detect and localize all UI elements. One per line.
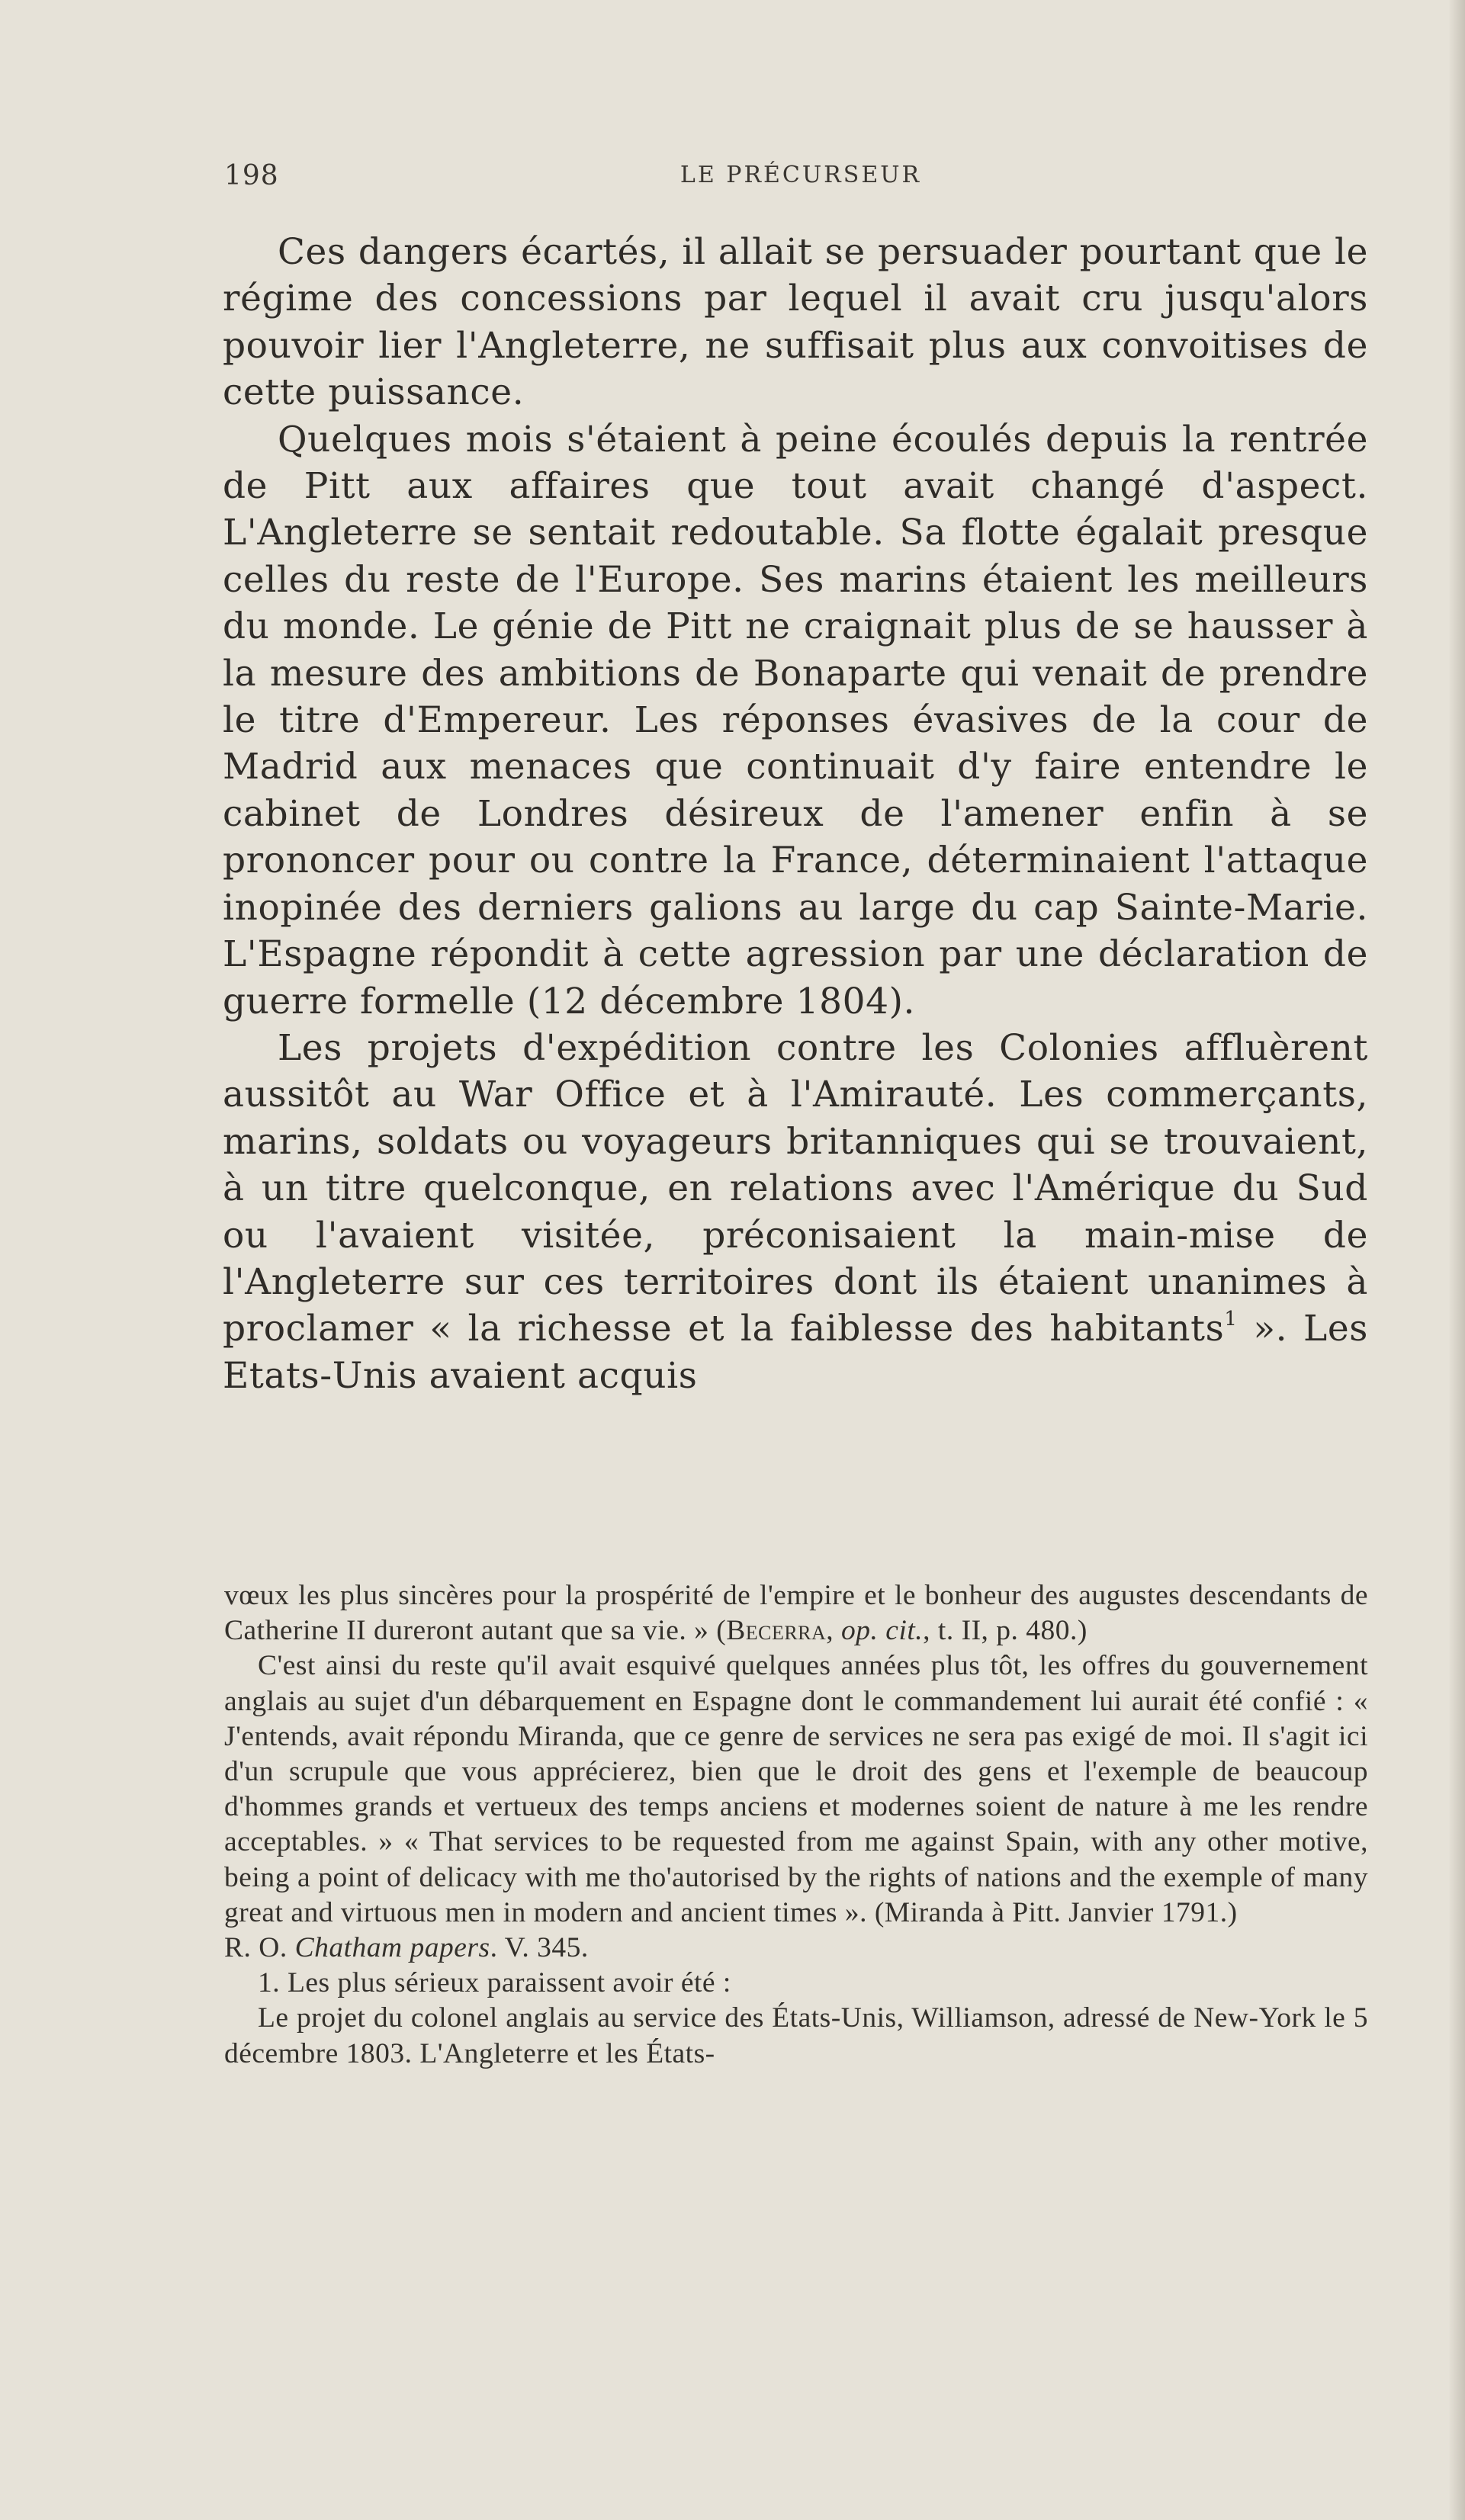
paragraph-3 — [223, 1025, 1368, 1399]
footnote-continuation — [224, 1578, 1368, 1648]
footnote-source — [224, 1931, 1368, 1966]
paragraph-2: Quelques mois s'étaient à peine écoulés depuis la rentrée de Pitt aux affaires que tout avait changé d'aspect. L'Angleterre se sentait redoutable. Sa flotte égalait presque celles du reste de l'Europe. Ses marins étaient les meilleurs du monde. Le génie de Pitt ne craignait plus de se hausser à la mesure des ambitions de Bonaparte qui venait de prendre le titre d'Empereur. Les réponses évasives de la cour de Madrid aux menaces que continuait d'y faire entendre le cabinet de Londres désireux de l'amener enfin à se prononcer pour ou contre la France, déterminaient l'attaque inopinée des derniers galions au large du cap Sainte-Marie. L'Espagne répondit à cette agression par une déclaration de guerre formelle (12 décembre 1804). — [223, 418, 1368, 1022]
footnote-1: 1. Les plus sérieux paraissent avoir été : — [258, 1967, 731, 1999]
source-prefix: R. O. — [224, 1932, 295, 1964]
page-header — [224, 160, 1377, 206]
main-text — [223, 229, 1368, 1399]
citation-op-cit: op. cit. — [841, 1615, 924, 1647]
page-number: 198 — [224, 160, 279, 191]
running-title: LE PRÉCURSEUR — [679, 162, 922, 188]
footnote-1-continuation: Le projet du colonel anglais au service des États-Unis, Williamson, adressé de New-York le 5 décembre 1803. L'Angleterre et les États- — [224, 2002, 1368, 2069]
citation-reference: , t. II, p. 480.) — [923, 1615, 1088, 1647]
source-volume: . V. 345. — [490, 1932, 589, 1964]
footnote-reference: 1 — [1224, 1308, 1238, 1331]
paragraph-3-text: Les projets d'expédition contre les Colonies affluèrent aussitôt au War Office et à l'Amirauté. Les commerçants, marins, soldats ou voyageurs britanniques qui se trouvaient, à un titre quelconque, en relations avec l'Amérique du Sud ou l'avaient visitée, préconisaient la main-mise de l'Angleterre sur ces territoires dont ils étaient unanimes à proclamer « la richesse et la faiblesse des habitants — [223, 1026, 1368, 1350]
footnotes — [224, 1578, 1368, 2072]
footnote-miranda-quote: C'est ainsi du reste qu'il avait esquivé quelques années plus tôt, les offres du gouvernement anglais au sujet d'un débarquement en Espagne dont le commandement lui aurait été confié : « J'entends, avait répondu Miranda, que ce genre de services ne sera pas exigé de moi. Il s'agit ici d'un scrupule que vous apprécierez, bien que le droit des gens et l'exemple de beaucoup d'hommes grands et vertueux des temps anciens et modernes soient de nature à me les rendre acceptables. » « That services to be requested from me against Spain, with any other motive, being a point of delicacy with me tho'autorised by the rights of nations and the exemple of many great and virtuous men in modern and ancient times ». (Miranda à Pitt. Janvier 1791.) — [224, 1650, 1368, 1928]
citation-author: Becerra — [726, 1615, 827, 1647]
citation-separator: , — [826, 1615, 842, 1647]
footnote-text: vœux les plus sincères pour la prospérité de l'empire et le bonheur des augustes descendants de Catherine II dureront autant que sa vie. » ( — [224, 1580, 1368, 1647]
paragraph-1: Ces dangers écartés, il allait se persuader pourtant que le régime des concessions par lequel il avait cru jusqu'alors pouvoir lier l'Angleterre, ne suffisait plus aux convoitises de cette puissance. — [223, 231, 1368, 414]
page-edge-shadow — [1448, 0, 1465, 2520]
paragraph-3-end: ». Les Etats-Unis avaient acquis — [223, 1308, 1368, 1397]
source-title: Chatham papers — [294, 1932, 490, 1964]
